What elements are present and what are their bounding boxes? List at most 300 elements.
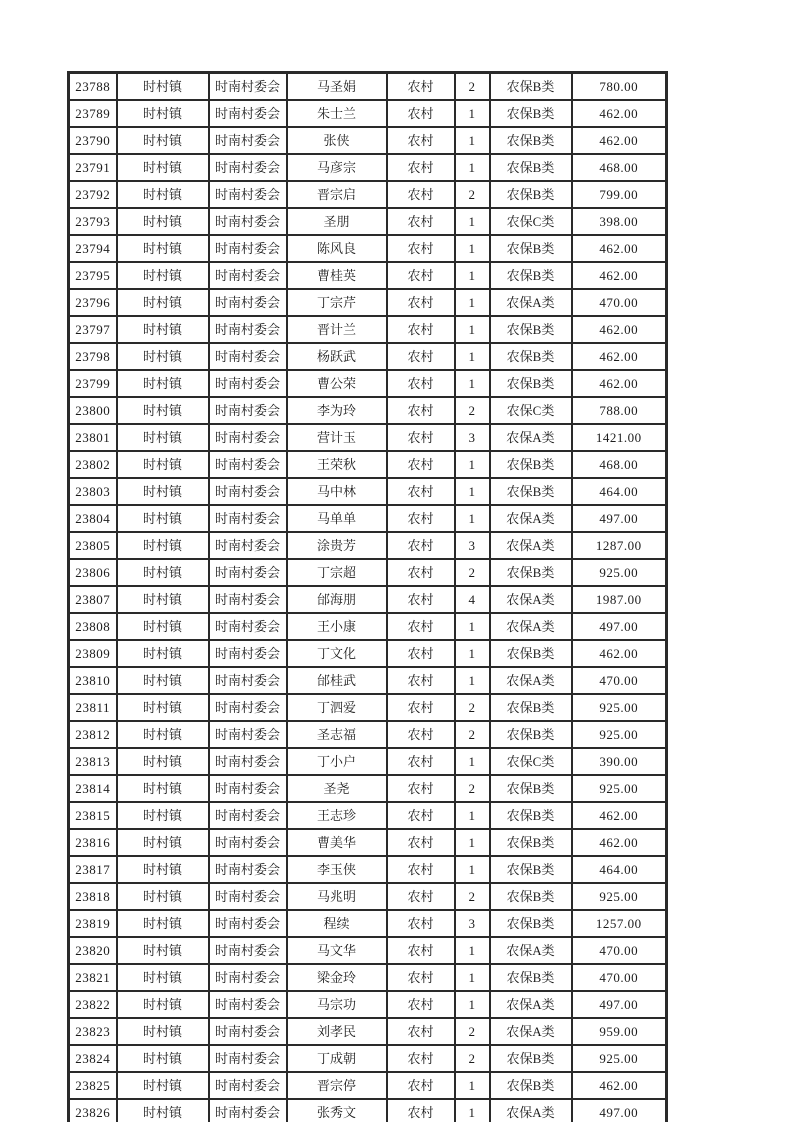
cell-id: 23791: [69, 154, 117, 181]
cell-id: 23819: [69, 910, 117, 937]
cell-town: 时村镇: [117, 694, 209, 721]
cell-category: 农保C类: [490, 748, 572, 775]
cell-count: 4: [455, 586, 490, 613]
cell-town: 时村镇: [117, 181, 209, 208]
cell-town: 时村镇: [117, 397, 209, 424]
cell-amount: 1987.00: [572, 586, 667, 613]
cell-amount: 462.00: [572, 316, 667, 343]
cell-village: 时南村委会: [209, 100, 287, 127]
table-row: [69, 289, 667, 316]
cell-village: 时南村委会: [209, 154, 287, 181]
cell-id: 23798: [69, 343, 117, 370]
cell-category: 农保B类: [490, 100, 572, 127]
cell-count: 1: [455, 289, 490, 316]
cell-amount: 1257.00: [572, 910, 667, 937]
cell-name: 王荣秋: [287, 451, 387, 478]
table-row: [69, 73, 667, 101]
cell-name: 丁泗爱: [287, 694, 387, 721]
cell-amount: 925.00: [572, 775, 667, 802]
cell-count: 1: [455, 802, 490, 829]
cell-village: 时南村委会: [209, 532, 287, 559]
cell-village: 时南村委会: [209, 343, 287, 370]
cell-count: 1: [455, 154, 490, 181]
cell-id: 23789: [69, 100, 117, 127]
cell-residence: 农村: [387, 289, 455, 316]
table-row: [69, 991, 667, 1018]
cell-village: 时南村委会: [209, 208, 287, 235]
cell-village: 时南村委会: [209, 181, 287, 208]
table-row: [69, 775, 667, 802]
cell-residence: 农村: [387, 343, 455, 370]
cell-category: 农保C类: [490, 397, 572, 424]
cell-town: 时村镇: [117, 1099, 209, 1122]
cell-count: 1: [455, 343, 490, 370]
cell-name: 丁成朝: [287, 1045, 387, 1072]
cell-category: 农保B类: [490, 829, 572, 856]
cell-id: 23801: [69, 424, 117, 451]
cell-residence: 农村: [387, 424, 455, 451]
cell-town: 时村镇: [117, 532, 209, 559]
table-row: [69, 559, 667, 586]
cell-residence: 农村: [387, 1099, 455, 1122]
cell-amount: 925.00: [572, 883, 667, 910]
cell-village: 时南村委会: [209, 694, 287, 721]
cell-town: 时村镇: [117, 127, 209, 154]
cell-category: 农保A类: [490, 613, 572, 640]
cell-count: 1: [455, 127, 490, 154]
cell-category: 农保A类: [490, 1018, 572, 1045]
cell-amount: 464.00: [572, 856, 667, 883]
cell-amount: 497.00: [572, 991, 667, 1018]
cell-residence: 农村: [387, 181, 455, 208]
table-row: [69, 370, 667, 397]
cell-count: 1: [455, 451, 490, 478]
cell-town: 时村镇: [117, 478, 209, 505]
cell-count: 1: [455, 235, 490, 262]
table-row: [69, 694, 667, 721]
cell-village: 时南村委会: [209, 640, 287, 667]
cell-id: 23809: [69, 640, 117, 667]
cell-category: 农保C类: [490, 208, 572, 235]
cell-village: 时南村委会: [209, 991, 287, 1018]
cell-town: 时村镇: [117, 73, 209, 101]
cell-name: 李为玲: [287, 397, 387, 424]
cell-category: 农保B类: [490, 127, 572, 154]
cell-amount: 468.00: [572, 451, 667, 478]
cell-town: 时村镇: [117, 802, 209, 829]
cell-id: 23797: [69, 316, 117, 343]
cell-residence: 农村: [387, 721, 455, 748]
cell-category: 农保B类: [490, 775, 572, 802]
cell-town: 时村镇: [117, 208, 209, 235]
cell-amount: 497.00: [572, 505, 667, 532]
cell-village: 时南村委会: [209, 1045, 287, 1072]
cell-id: 23820: [69, 937, 117, 964]
cell-village: 时南村委会: [209, 937, 287, 964]
cell-id: 23794: [69, 235, 117, 262]
cell-name: 邰海朋: [287, 586, 387, 613]
cell-count: 2: [455, 883, 490, 910]
table-row: [69, 154, 667, 181]
cell-village: 时南村委会: [209, 721, 287, 748]
cell-town: 时村镇: [117, 964, 209, 991]
cell-village: 时南村委会: [209, 748, 287, 775]
cell-count: 1: [455, 208, 490, 235]
cell-town: 时村镇: [117, 667, 209, 694]
cell-count: 1: [455, 370, 490, 397]
cell-village: 时南村委会: [209, 829, 287, 856]
cell-amount: 925.00: [572, 721, 667, 748]
cell-name: 晋计兰: [287, 316, 387, 343]
cell-amount: 959.00: [572, 1018, 667, 1045]
table-row: [69, 1045, 667, 1072]
cell-category: 农保B类: [490, 316, 572, 343]
cell-count: 1: [455, 478, 490, 505]
cell-category: 农保B类: [490, 262, 572, 289]
cell-village: 时南村委会: [209, 424, 287, 451]
cell-town: 时村镇: [117, 748, 209, 775]
cell-id: 23822: [69, 991, 117, 1018]
cell-id: 23807: [69, 586, 117, 613]
cell-village: 时南村委会: [209, 73, 287, 101]
cell-residence: 农村: [387, 964, 455, 991]
table-row: [69, 343, 667, 370]
cell-count: 1: [455, 937, 490, 964]
cell-town: 时村镇: [117, 829, 209, 856]
cell-residence: 农村: [387, 397, 455, 424]
cell-residence: 农村: [387, 775, 455, 802]
cell-residence: 农村: [387, 613, 455, 640]
cell-residence: 农村: [387, 1018, 455, 1045]
cell-residence: 农村: [387, 154, 455, 181]
cell-name: 丁宗超: [287, 559, 387, 586]
cell-amount: 462.00: [572, 829, 667, 856]
cell-count: 1: [455, 748, 490, 775]
cell-count: 1: [455, 640, 490, 667]
cell-id: 23824: [69, 1045, 117, 1072]
cell-id: 23796: [69, 289, 117, 316]
cell-category: 农保B类: [490, 451, 572, 478]
cell-town: 时村镇: [117, 1045, 209, 1072]
cell-residence: 农村: [387, 235, 455, 262]
cell-town: 时村镇: [117, 1018, 209, 1045]
cell-name: 丁宗芹: [287, 289, 387, 316]
cell-category: 农保B类: [490, 883, 572, 910]
cell-category: 农保A类: [490, 505, 572, 532]
cell-name: 邰桂武: [287, 667, 387, 694]
cell-residence: 农村: [387, 73, 455, 101]
table-row: [69, 100, 667, 127]
cell-town: 时村镇: [117, 316, 209, 343]
cell-amount: 470.00: [572, 289, 667, 316]
cell-town: 时村镇: [117, 586, 209, 613]
cell-residence: 农村: [387, 262, 455, 289]
cell-amount: 799.00: [572, 181, 667, 208]
cell-amount: 780.00: [572, 73, 667, 101]
cell-count: 1: [455, 262, 490, 289]
cell-name: 晋宗启: [287, 181, 387, 208]
cell-id: 23825: [69, 1072, 117, 1099]
cell-village: 时南村委会: [209, 856, 287, 883]
cell-id: 23818: [69, 883, 117, 910]
cell-name: 梁金玲: [287, 964, 387, 991]
cell-amount: 925.00: [572, 694, 667, 721]
table-row: [69, 586, 667, 613]
cell-id: 23790: [69, 127, 117, 154]
table-row: [69, 856, 667, 883]
cell-category: 农保A类: [490, 424, 572, 451]
records-table: [67, 71, 668, 1122]
cell-residence: 农村: [387, 586, 455, 613]
cell-id: 23813: [69, 748, 117, 775]
cell-id: 23814: [69, 775, 117, 802]
cell-residence: 农村: [387, 316, 455, 343]
cell-count: 2: [455, 775, 490, 802]
cell-id: 23821: [69, 964, 117, 991]
table-row: [69, 505, 667, 532]
table-row: [69, 937, 667, 964]
cell-amount: 462.00: [572, 640, 667, 667]
cell-residence: 农村: [387, 991, 455, 1018]
table-row: [69, 397, 667, 424]
table-row: [69, 964, 667, 991]
cell-village: 时南村委会: [209, 802, 287, 829]
cell-amount: 925.00: [572, 1045, 667, 1072]
cell-name: 马单单: [287, 505, 387, 532]
table-row: [69, 667, 667, 694]
cell-category: 农保A类: [490, 586, 572, 613]
cell-residence: 农村: [387, 208, 455, 235]
cell-name: 朱士兰: [287, 100, 387, 127]
cell-town: 时村镇: [117, 721, 209, 748]
cell-count: 1: [455, 856, 490, 883]
cell-village: 时南村委会: [209, 586, 287, 613]
cell-id: 23826: [69, 1099, 117, 1122]
cell-residence: 农村: [387, 910, 455, 937]
cell-residence: 农村: [387, 532, 455, 559]
cell-village: 时南村委会: [209, 505, 287, 532]
cell-amount: 497.00: [572, 613, 667, 640]
cell-id: 23808: [69, 613, 117, 640]
cell-category: 农保B类: [490, 1045, 572, 1072]
cell-category: 农保A类: [490, 289, 572, 316]
table-row: [69, 721, 667, 748]
table-row: [69, 1072, 667, 1099]
cell-id: 23792: [69, 181, 117, 208]
cell-name: 刘孝民: [287, 1018, 387, 1045]
cell-name: 丁文化: [287, 640, 387, 667]
cell-name: 王小康: [287, 613, 387, 640]
table-body: [69, 73, 667, 1122]
cell-category: 农保A类: [490, 991, 572, 1018]
cell-amount: 462.00: [572, 100, 667, 127]
cell-category: 农保A类: [490, 937, 572, 964]
cell-name: 圣尧: [287, 775, 387, 802]
table-row: [69, 613, 667, 640]
cell-amount: 1421.00: [572, 424, 667, 451]
cell-count: 2: [455, 721, 490, 748]
cell-count: 3: [455, 910, 490, 937]
cell-id: 23800: [69, 397, 117, 424]
cell-category: 农保B类: [490, 235, 572, 262]
cell-name: 曹美华: [287, 829, 387, 856]
table-row: [69, 262, 667, 289]
cell-name: 营计玉: [287, 424, 387, 451]
cell-name: 程续: [287, 910, 387, 937]
cell-count: 1: [455, 667, 490, 694]
cell-category: 农保B类: [490, 73, 572, 101]
cell-name: 曹桂英: [287, 262, 387, 289]
cell-name: 杨跃武: [287, 343, 387, 370]
cell-town: 时村镇: [117, 370, 209, 397]
cell-village: 时南村委会: [209, 451, 287, 478]
cell-name: 晋宗停: [287, 1072, 387, 1099]
cell-residence: 农村: [387, 451, 455, 478]
cell-name: 王志珍: [287, 802, 387, 829]
cell-residence: 农村: [387, 640, 455, 667]
cell-category: 农保B类: [490, 370, 572, 397]
cell-name: 圣朋: [287, 208, 387, 235]
cell-name: 陈风良: [287, 235, 387, 262]
cell-amount: 788.00: [572, 397, 667, 424]
cell-id: 23810: [69, 667, 117, 694]
cell-amount: 468.00: [572, 154, 667, 181]
cell-category: 农保B类: [490, 181, 572, 208]
cell-town: 时村镇: [117, 451, 209, 478]
table-row: [69, 127, 667, 154]
cell-town: 时村镇: [117, 505, 209, 532]
cell-residence: 农村: [387, 100, 455, 127]
cell-residence: 农村: [387, 937, 455, 964]
cell-category: 农保B类: [490, 559, 572, 586]
cell-id: 23812: [69, 721, 117, 748]
cell-amount: 497.00: [572, 1099, 667, 1122]
cell-village: 时南村委会: [209, 964, 287, 991]
cell-category: 农保B类: [490, 694, 572, 721]
cell-category: 农保A类: [490, 1099, 572, 1122]
cell-id: 23788: [69, 73, 117, 101]
cell-residence: 农村: [387, 829, 455, 856]
cell-amount: 462.00: [572, 343, 667, 370]
cell-name: 涂贵芳: [287, 532, 387, 559]
cell-village: 时南村委会: [209, 1018, 287, 1045]
cell-residence: 农村: [387, 505, 455, 532]
cell-id: 23802: [69, 451, 117, 478]
table-row: [69, 424, 667, 451]
table-row: [69, 883, 667, 910]
cell-village: 时南村委会: [209, 289, 287, 316]
cell-category: 农保B类: [490, 640, 572, 667]
table-row: [69, 1099, 667, 1122]
cell-name: 曹公荣: [287, 370, 387, 397]
cell-amount: 925.00: [572, 559, 667, 586]
cell-name: 圣志福: [287, 721, 387, 748]
cell-count: 1: [455, 316, 490, 343]
cell-id: 23799: [69, 370, 117, 397]
table-row: [69, 208, 667, 235]
cell-name: 丁小户: [287, 748, 387, 775]
cell-category: 农保B类: [490, 910, 572, 937]
cell-town: 时村镇: [117, 775, 209, 802]
cell-town: 时村镇: [117, 883, 209, 910]
cell-id: 23795: [69, 262, 117, 289]
cell-amount: 462.00: [572, 127, 667, 154]
cell-name: 张秀文: [287, 1099, 387, 1122]
cell-town: 时村镇: [117, 937, 209, 964]
cell-residence: 农村: [387, 883, 455, 910]
cell-count: 1: [455, 829, 490, 856]
cell-category: 农保B类: [490, 802, 572, 829]
cell-village: 时南村委会: [209, 559, 287, 586]
cell-category: 农保B类: [490, 721, 572, 748]
table-row: [69, 1018, 667, 1045]
cell-category: 农保B类: [490, 154, 572, 181]
cell-name: 李玉侠: [287, 856, 387, 883]
cell-category: 农保B类: [490, 856, 572, 883]
cell-town: 时村镇: [117, 910, 209, 937]
cell-count: 2: [455, 397, 490, 424]
cell-id: 23803: [69, 478, 117, 505]
cell-count: 1: [455, 1099, 490, 1122]
cell-amount: 470.00: [572, 667, 667, 694]
cell-village: 时南村委会: [209, 478, 287, 505]
cell-village: 时南村委会: [209, 613, 287, 640]
table-row: [69, 829, 667, 856]
cell-residence: 农村: [387, 694, 455, 721]
cell-residence: 农村: [387, 478, 455, 505]
cell-id: 23816: [69, 829, 117, 856]
cell-category: 农保B类: [490, 343, 572, 370]
cell-id: 23804: [69, 505, 117, 532]
cell-village: 时南村委会: [209, 667, 287, 694]
cell-count: 2: [455, 73, 490, 101]
cell-count: 1: [455, 613, 490, 640]
cell-name: 马彦宗: [287, 154, 387, 181]
cell-id: 23793: [69, 208, 117, 235]
cell-count: 2: [455, 1045, 490, 1072]
cell-residence: 农村: [387, 370, 455, 397]
cell-category: 农保B类: [490, 964, 572, 991]
table-row: [69, 640, 667, 667]
cell-village: 时南村委会: [209, 883, 287, 910]
cell-amount: 398.00: [572, 208, 667, 235]
table-row: [69, 451, 667, 478]
table-row: [69, 181, 667, 208]
cell-amount: 1287.00: [572, 532, 667, 559]
cell-residence: 农村: [387, 856, 455, 883]
cell-town: 时村镇: [117, 1072, 209, 1099]
cell-count: 1: [455, 100, 490, 127]
cell-village: 时南村委会: [209, 775, 287, 802]
table-row: [69, 910, 667, 937]
cell-village: 时南村委会: [209, 235, 287, 262]
cell-town: 时村镇: [117, 100, 209, 127]
cell-village: 时南村委会: [209, 397, 287, 424]
cell-town: 时村镇: [117, 856, 209, 883]
cell-village: 时南村委会: [209, 262, 287, 289]
table-row: [69, 532, 667, 559]
cell-amount: 462.00: [572, 370, 667, 397]
cell-village: 时南村委会: [209, 127, 287, 154]
cell-name: 马文华: [287, 937, 387, 964]
cell-count: 3: [455, 532, 490, 559]
cell-town: 时村镇: [117, 424, 209, 451]
cell-town: 时村镇: [117, 235, 209, 262]
cell-count: 2: [455, 559, 490, 586]
cell-town: 时村镇: [117, 154, 209, 181]
cell-name: 张侠: [287, 127, 387, 154]
table-row: [69, 478, 667, 505]
